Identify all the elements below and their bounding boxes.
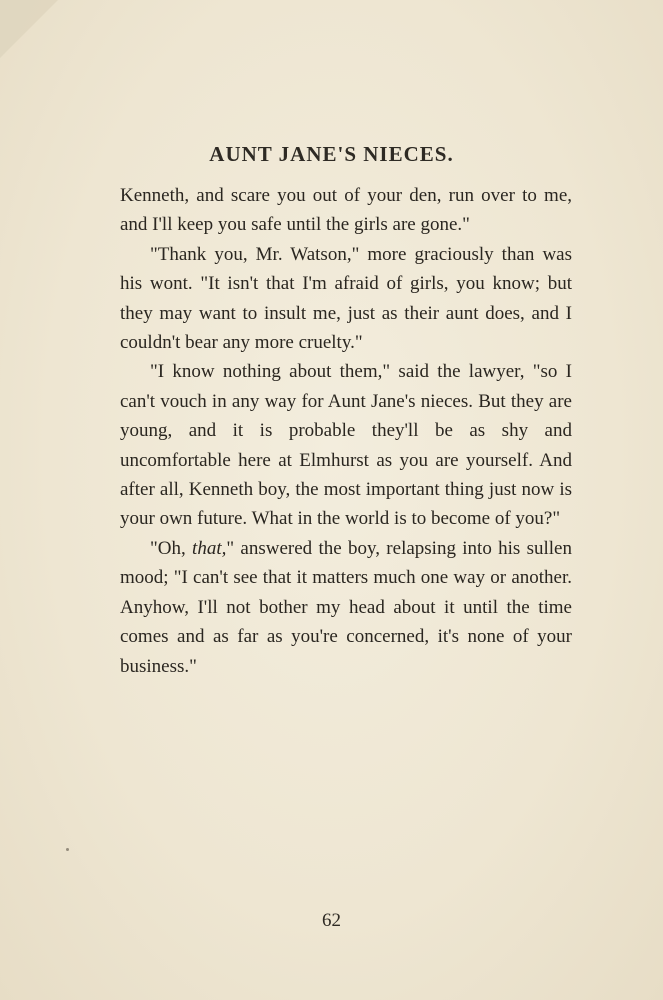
paper-speck <box>66 848 69 851</box>
paragraph-2: "Thank you, Mr. Watson," more graciously than was his wont. "It isn't that I'm afraid of girls, you know; but they may want to insult me, just as their aunt does, and I couldn't bear any more cruelty." <box>120 243 572 354</box>
paragraph-3: "I know nothing about them," said the lawyer, "so I can't vouch in any way for Aunt Jane's nieces. But they are young, and it is probable they'll be as shy and uncomfortable here at Elmhurst as you are yourself. And after all, Kenneth boy, the most important thing just now is your own future. What in the world is to become of you?" <box>120 361 572 530</box>
paragraph-1: Kenneth, and scare you out of your den, run over to me, and I'll keep you safe until the girls are gone." <box>120 185 572 236</box>
running-head: AUNT JANE'S NIECES. <box>209 142 454 166</box>
corner-fold <box>0 0 58 58</box>
paragraph-4-start: "Oh, <box>150 537 193 559</box>
body-text <box>120 181 572 681</box>
paragraph-4-rest: " answered the boy, relapsing into his sullen mood; "I can't see that it matters much one way or another. Anyhow, I'll not bother my head about it until the time comes and as far as you're concerned, it's none of your business." <box>120 537 572 677</box>
paragraph-4-italic: that, <box>192 537 227 559</box>
paragraph-4 <box>120 534 572 681</box>
page-number: 62 <box>322 910 341 931</box>
